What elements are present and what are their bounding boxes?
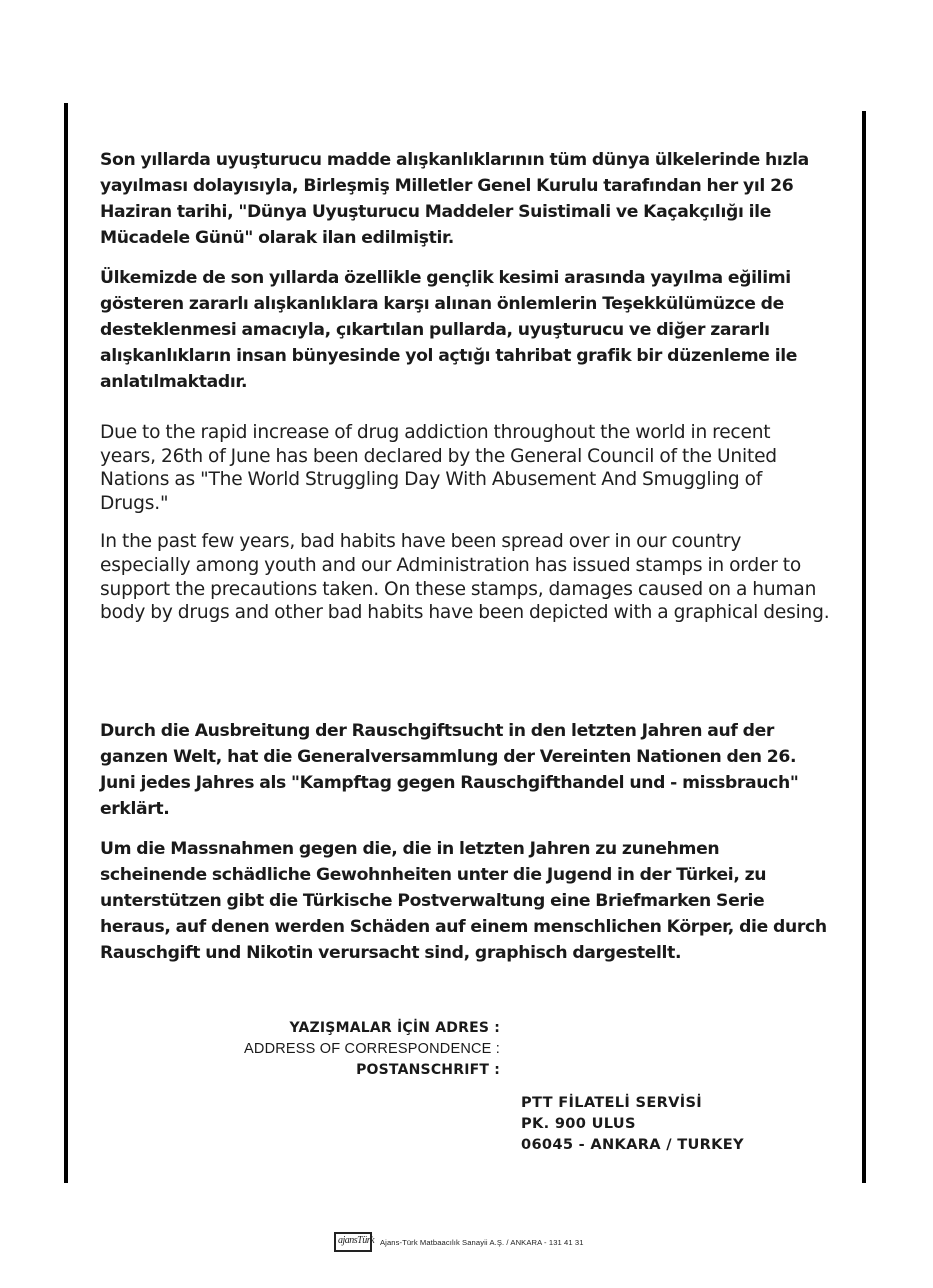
turkish-text-section: [100, 147, 830, 395]
address-labels: [244, 1018, 500, 1081]
address-line-1: PTT FİLATELİ SERVİSİ: [521, 1094, 702, 1111]
address-line-2: PK. 900 ULUS: [521, 1115, 636, 1132]
english-paragraph-1: Due to the rapid increase of drug addiction throughout the world in recent years, 26th of June has been declared by the General Council of the United Nations as "The World Struggling Day With Abusement And Smuggling of Drugs.": [100, 422, 777, 514]
english-paragraph-2: In the past few years, bad habits have been spread over in our country especially among youth and our Administration has issued stamps in order to support the precautions taken. On these stamps, damages caused on a human body by drugs and other bad habits have been depicted with a graphical desing.: [100, 531, 830, 624]
address-label-english: ADDRESS OF CORRESPONDENCE :: [244, 1041, 500, 1057]
turkish-paragraph-1: Son yıllarda uyuşturucu madde alışkanlıklarının tüm dünya ülkelerinde hızla yayılması dolayısıyla, Birleşmiş Milletler Genel Kurulu tarafından her yıl 26 Haziran tarihi, "Dünya Uyuşturucu Maddeler Suistimali ve Kaçakçılığı ile Mücadele Günü" olarak ilan edilmiştir.: [100, 150, 809, 248]
german-paragraph-2: Um die Massnahmen gegen die, die in letzten Jahren zu zunehmen scheinende schädliche Gewohnheiten unter die Jugend in der Türkei, zu unterstützen gibt die Türkische Postverwaltung eine Briefmarken Serie heraus, auf denen werden Schäden auf einem menschlichen Körper, die durch Rauschgift und Nikotin verursacht sind, graphisch dargestellt.: [100, 839, 827, 963]
german-paragraph-1: Durch die Ausbreitung der Rauschgiftsucht in den letzten Jahren auf der ganzen Welt, hat die Generalversammlung der Vereinten Nationen den 26. Juni jedes Jahres als "Kampftag gegen Rauschgifthandel und - missbrauch" erklärt.: [100, 721, 799, 819]
printer-logo-icon: [334, 1232, 375, 1252]
printer-imprint-text: Ajans-Türk Matbaacılık Sanayii A.Ş. / ANKARA - 131 41 31: [380, 1237, 584, 1247]
right-border-rule: [862, 111, 866, 1183]
postal-address: [521, 1092, 744, 1155]
address-line-3: 06045 - ANKARA / TURKEY: [521, 1136, 744, 1153]
left-border-rule: [64, 103, 68, 1183]
turkish-paragraph-2: Ülkemizde de son yıllarda özellikle gençlik kesimi arasında yayılma eğilimi gösteren zararlı alışkanlıklara karşı alınan önlemlerin Teşekkülümüzce de desteklenmesi amacıyla, çıkartılan pullarda, uyuşturucu ve diğer zararlı alışkanlıkların insan bünyesinde yol açtığı tahribat grafik bir düzenleme ile anlatılmaktadır.: [100, 268, 798, 392]
address-label-german: POSTANSCHRIFT :: [356, 1062, 500, 1078]
german-text-section: [100, 718, 830, 966]
address-label-turkish: YAZIŞMALAR İÇİN ADRES :: [289, 1020, 500, 1036]
printer-logo-text: ajansTürk: [338, 1235, 375, 1246]
printer-imprint: [334, 1232, 584, 1252]
english-text-section: [100, 421, 830, 625]
